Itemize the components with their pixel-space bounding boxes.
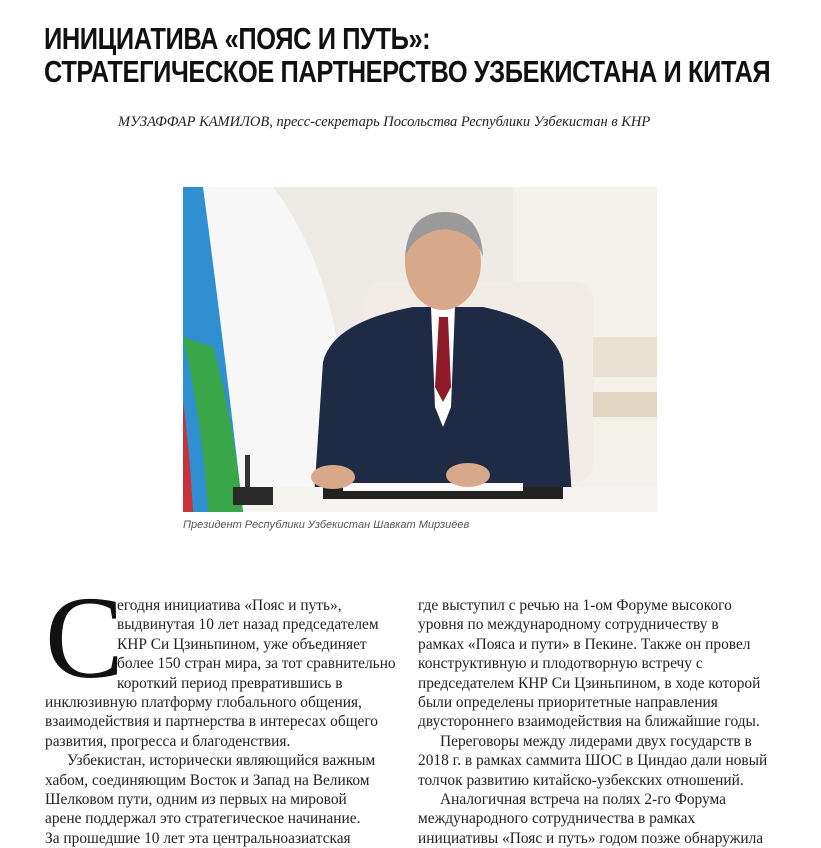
text-line: выдвинутая 10 лет назад председателем [117,616,379,634]
article-title [44,22,770,88]
drop-cap: С [45,572,124,703]
text-line: уровня по международному сотрудничеству в [418,616,719,634]
text-line: арене поддержал это стратегическое начинание. [45,810,361,828]
photo-caption: Президент Республики Узбекистан Шавкат Мирзиёев [183,519,470,531]
text-line: где выступил с речью на 1-ом Форуме высокого [418,597,732,614]
text-line: короткий период превратившись в [117,674,343,692]
text-line: егодня инициатива «Пояс и путь», [117,597,342,614]
text-line: Узбекистан, исторически являющийся важным [67,752,376,770]
text-line: Шелковом пути, одним из первых на мировой [45,791,347,809]
article-column-1 [45,596,396,848]
text-line: инициативы «Пояс и путь» годом позже обнаружила [418,829,764,847]
byline [118,114,650,131]
text-line: более 150 стран мира, за тот сравнительно [117,655,396,673]
text-line: Аналогичная встреча на полях 2-го Форума [440,791,727,809]
text-line: инклюзивную платформу глобального общения, [45,694,362,712]
text-line: конструктивную и плодотворную встречу с [418,655,703,673]
article-column-2 [418,596,767,848]
title-line-2: СТРАТЕГИЧЕСКОЕ ПАРТНЕРСТВО УЗБЕКИСТАНА И КИТАЯ [44,54,771,89]
text-line: председателем КНР Си Цзиньпином, в ходе которой [418,674,761,692]
text-line: 2018 г. в рамках саммита ШОС в Циндао дали новый [418,752,768,770]
text-line: За прошедшие 10 лет эта центральноазиатская [45,829,351,847]
text-line: международного сотрудничества в рамках [418,810,696,828]
text-line: были определены приоритетные направления [418,694,718,712]
author-name: МУЗАФФАР КАМИЛОВ [118,114,270,130]
photo-illustration [183,187,657,512]
president-photo [183,187,657,512]
text-line: взаимодействия и партнерства в интересах общего [45,713,379,731]
text-line: Переговоры между лидерами двух государств в [440,732,752,750]
author-role: , пресс-секретарь Посольства Республики Узбекистан в КНР [269,114,651,130]
text-line: толчок развитию китайско-узбекских отношений. [418,771,744,789]
text-line: двустороннего взаимодействия на ближайшие годы. [418,713,760,731]
text-line: рамках «Пояса и пути» в Пекине. Также он провел [418,635,751,653]
text-line: КНР Си Цзиньпином, уже объединяет [117,635,367,653]
title-line-1: ИНИЦИАТИВА «ПОЯС И ПУТЬ»: [44,21,431,56]
text-line: хабом, соединяющим Восток и Запад на Великом [45,771,370,789]
text-line: развития, прогресса и благоденствия. [45,732,291,750]
